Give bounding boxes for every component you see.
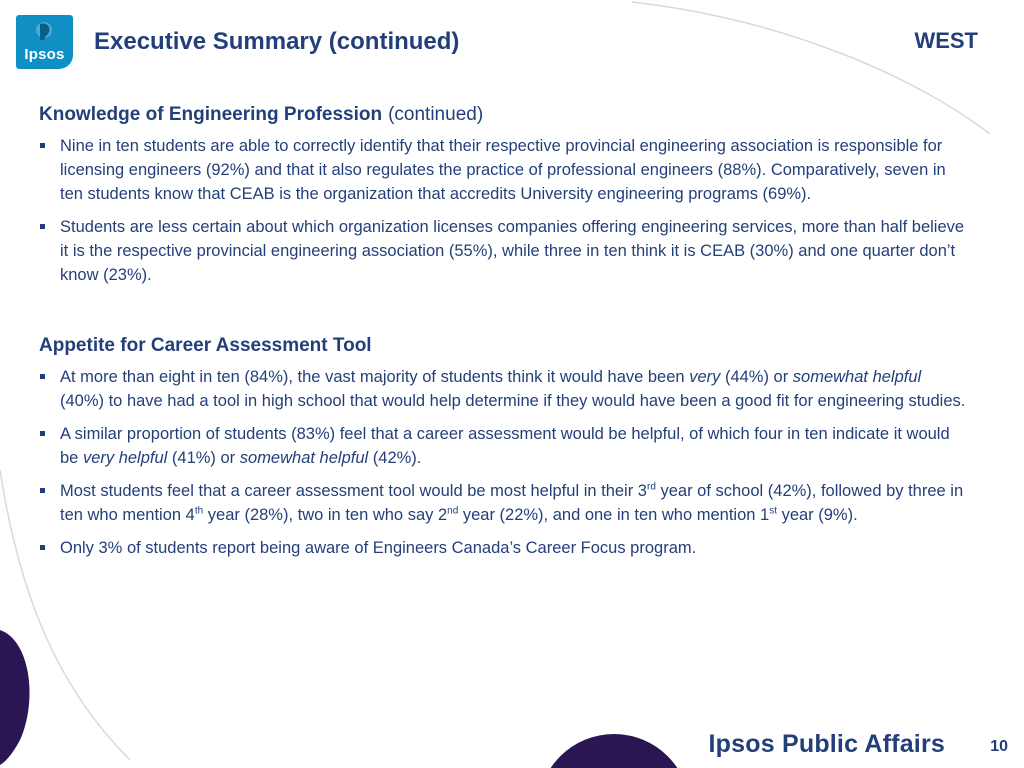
bullet-list-knowledge (39, 134, 969, 287)
logo-text: Ipsos (24, 46, 65, 63)
bullet-emphasis: somewhat helpful (792, 368, 922, 386)
bullet-text: year of school (42%), followed by three in ten who mention 4 (60, 482, 964, 524)
bullet-item: Only 3% of students report being aware of Engineers Canada’s Career Focus program. (39, 536, 969, 560)
section-heading-text: Knowledge of Engineering Profession (39, 104, 383, 125)
ordinal-suffix: nd (447, 505, 459, 517)
bullet-text: A similar proportion of students (83%) feel that a career assessment would be helpful, of which four in ten indicate it would be (60, 425, 950, 467)
bullet-item (39, 422, 969, 470)
bullet-emphasis: very helpful (82, 449, 168, 467)
bullet-text: (44%) or (720, 368, 793, 386)
bullet-text: (41%) or (167, 449, 240, 467)
region-label: WEST (914, 28, 978, 53)
section-heading-knowledge (39, 104, 969, 126)
bullet-text: year (28%), two in ten who say 2 (203, 506, 448, 524)
bullet-item: Nine in ten students are able to correctly identify that their respective provincial engineering association is responsible for licensing engineers (92%) and that it also regulates the practice of professional engineers (88%). Comparatively, seven in ten students know that CEAB is the organization that accredits University engineering programs (69%). (39, 134, 969, 206)
section-heading-career-tool: Appetite for Career Assessment Tool (39, 335, 372, 356)
bullet-text: year (22%), and one in ten who mention 1 (458, 506, 770, 524)
logo-head-icon (34, 21, 54, 43)
bullet-item: Students are less certain about which organization licenses companies offering engineering services, more than half believe it is the respective provincial engineering association (55%), while three in ten think it is CEAB (30%) and one quarter don’t know (23%). (39, 215, 969, 287)
slide-content (39, 104, 969, 569)
bullet-text: Most students feel that a career assessment tool would be most helpful in their 3 (60, 482, 647, 500)
ordinal-suffix: rd (646, 481, 656, 493)
bullet-emphasis: very (689, 368, 721, 386)
bullet-text: year (9%). (777, 506, 858, 524)
ordinal-suffix: st (769, 505, 777, 517)
bullet-item (39, 479, 969, 527)
page-number: 10 (990, 738, 1008, 755)
bullet-list-career-tool (39, 365, 969, 560)
bullet-text: (40%) to have had a tool in high school that would help determine if they would have been a good fit for engineering studies. (60, 392, 966, 410)
bullet-emphasis: somewhat helpful (239, 449, 369, 467)
bullet-text: At more than eight in ten (84%), the vast majority of students think it would have been (60, 368, 690, 386)
decorative-circle-bottom (538, 734, 690, 768)
section-heading-suffix: (continued) (388, 104, 484, 125)
decorative-circle-left (0, 630, 30, 765)
page-title: Executive Summary (continued) (94, 28, 460, 55)
bullet-item (39, 365, 969, 413)
bullet-text: (42%). (368, 449, 422, 467)
ipsos-logo (16, 15, 73, 69)
ordinal-suffix: th (194, 505, 204, 517)
footer-brand: Ipsos Public Affairs (708, 730, 945, 758)
